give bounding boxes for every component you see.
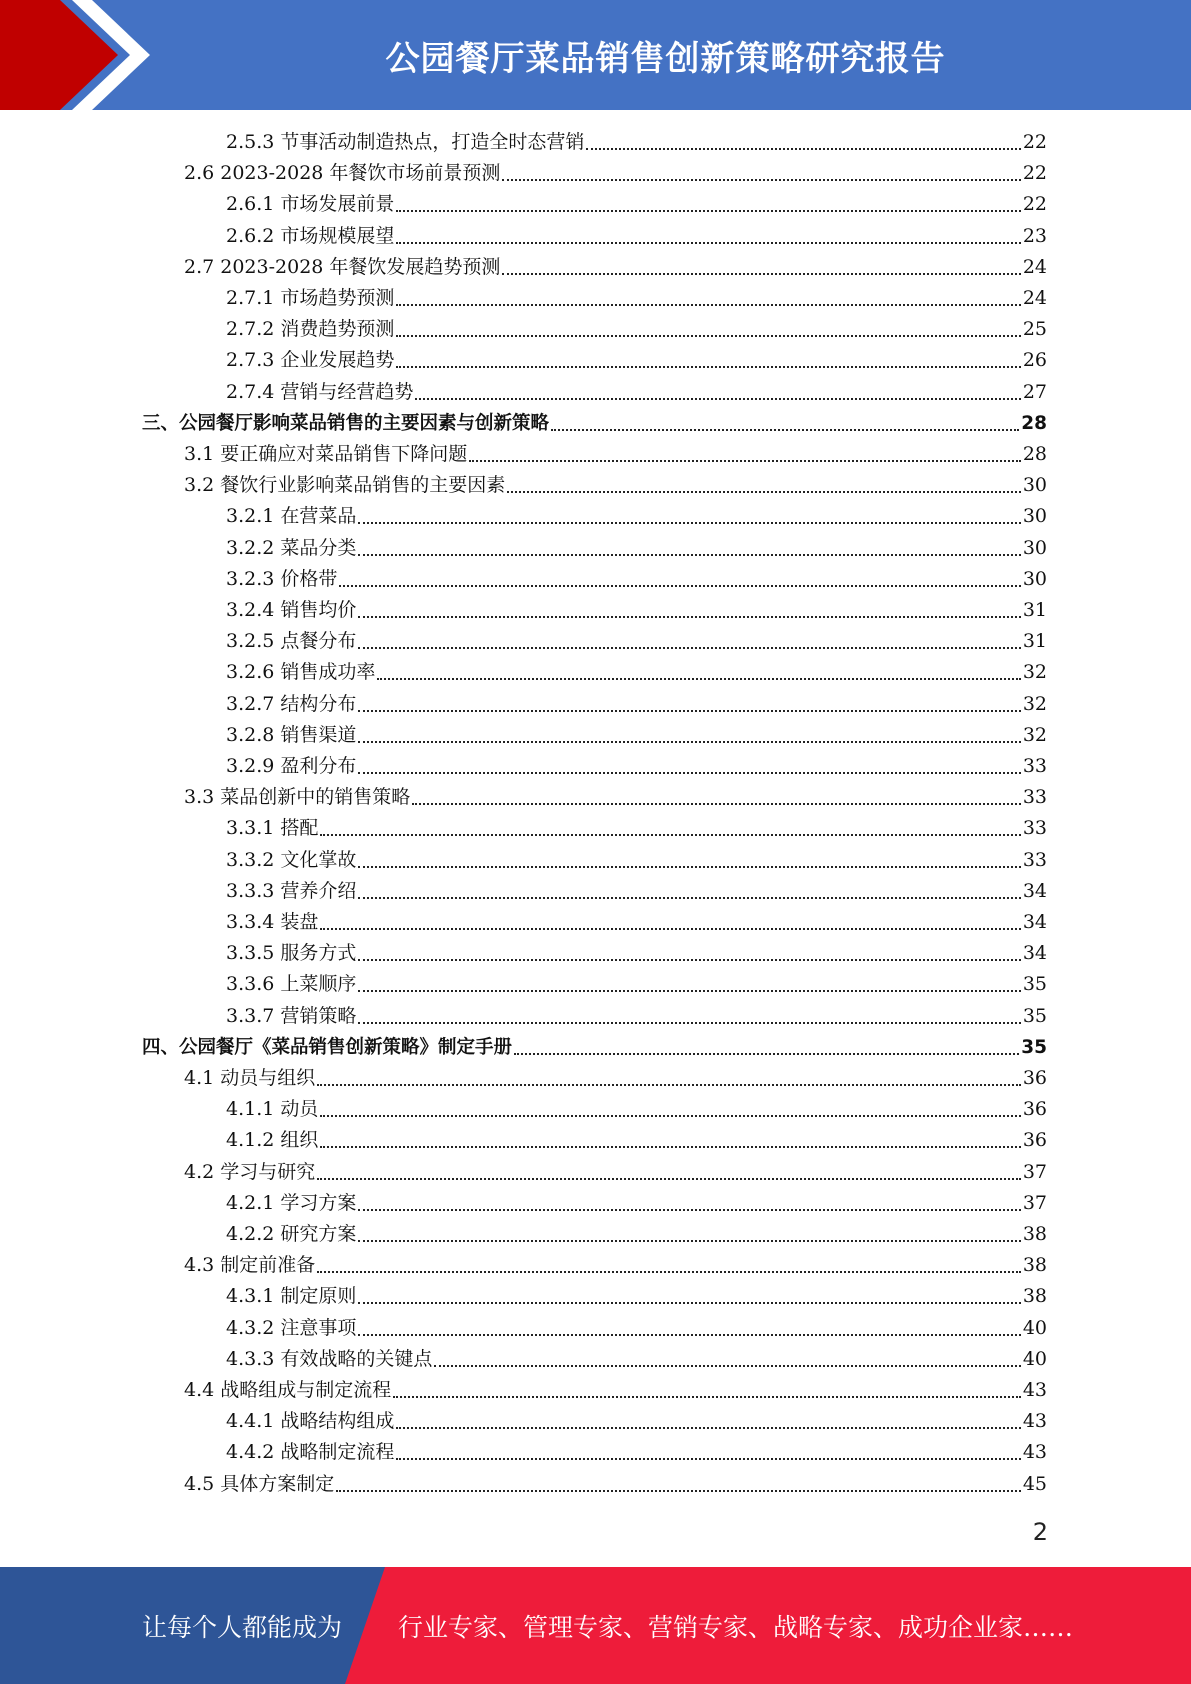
toc-dot-leader — [396, 303, 1020, 306]
toc-entry-title: 4.3.1 制定原则 — [226, 1285, 357, 1308]
toc-entry[interactable] — [226, 189, 1047, 220]
toc-dot-leader — [358, 865, 1020, 868]
toc-entry-title: 4.2.2 研究方案 — [226, 1223, 357, 1245]
toc-entry-page: 31 — [1022, 630, 1047, 653]
toc-dot-leader — [396, 241, 1020, 244]
toc-dot-leader — [320, 1114, 1020, 1117]
toc-entry-page: 35 — [1022, 1004, 1047, 1027]
toc-entry[interactable] — [226, 595, 1047, 626]
toc-dot-leader — [358, 740, 1020, 743]
toc-entry[interactable] — [226, 377, 1047, 408]
toc-entry[interactable] — [226, 501, 1047, 532]
toc-dot-leader — [358, 896, 1020, 899]
toc-dot-leader — [514, 1052, 1019, 1055]
toc-dot-leader — [336, 1489, 1021, 1492]
toc-entry[interactable] — [184, 158, 1047, 189]
toc-entry[interactable] — [226, 1281, 1047, 1312]
toc-entry-title: 4.2 学习与研究 — [184, 1160, 316, 1183]
toc-entry-title: 2.7.4 营销与经营趋势 — [226, 380, 414, 403]
toc-entry[interactable] — [142, 1032, 1047, 1063]
toc-entry[interactable] — [184, 1250, 1047, 1281]
toc-dot-leader — [358, 771, 1020, 774]
toc-dot-leader — [317, 1270, 1021, 1273]
toc-entry-page: 28 — [1022, 443, 1047, 465]
toc-entry-title: 4.1.1 动员 — [226, 1098, 319, 1121]
toc-dot-leader — [396, 365, 1020, 368]
toc-entry-page: 43 — [1022, 1410, 1047, 1433]
toc-dot-leader — [320, 927, 1020, 930]
toc-entry-title: 3.2.7 结构分布 — [226, 692, 357, 715]
toc-entry-page: 22 — [1022, 193, 1047, 216]
toc-entry[interactable] — [184, 782, 1047, 813]
toc-entry[interactable] — [226, 751, 1047, 782]
toc-entry[interactable] — [226, 1188, 1047, 1219]
footer-slogan-right: 行业专家、管理专家、营销专家、战略专家、成功企业家…… — [398, 1612, 1074, 1642]
toc-dot-leader — [358, 958, 1020, 961]
toc-entry[interactable] — [226, 533, 1047, 564]
toc-entry-title: 3.3.3 营养介绍 — [226, 879, 357, 902]
toc-entry-title: 4.3.3 有效战略的关键点 — [226, 1347, 433, 1370]
toc-entry-page: 30 — [1022, 536, 1047, 559]
report-title: 公园餐厅菜品销售创新策略研究报告 — [385, 38, 946, 79]
toc-dot-leader — [358, 1208, 1020, 1211]
toc-entry[interactable] — [226, 314, 1047, 345]
toc-entry[interactable] — [226, 127, 1047, 158]
toc-dot-leader — [502, 178, 1020, 181]
toc-entry-title: 4.3.2 注意事项 — [226, 1316, 357, 1339]
toc-entry-page: 40 — [1022, 1347, 1047, 1370]
toc-entry-title: 2.7.3 企业发展趋势 — [226, 349, 395, 372]
toc-dot-leader — [377, 677, 1020, 680]
toc-entry-page: 40 — [1022, 1316, 1047, 1339]
toc-entry-title: 3.3.7 营销策略 — [226, 1004, 357, 1027]
toc-dot-leader — [358, 1021, 1020, 1024]
toc-entry[interactable] — [226, 689, 1047, 720]
toc-entry-title: 4.3 制定前准备 — [184, 1254, 316, 1277]
page-footer — [0, 1567, 1191, 1684]
toc-entry[interactable] — [184, 1469, 1047, 1500]
page-number: 2 — [1032, 1518, 1048, 1546]
toc-entry-page: 35 — [1022, 973, 1047, 996]
toc-entry[interactable] — [226, 1437, 1047, 1468]
toc-dot-leader — [320, 833, 1020, 836]
toc-dot-leader — [358, 615, 1020, 618]
toc-entry[interactable] — [226, 1219, 1047, 1250]
toc-entry[interactable] — [226, 564, 1047, 595]
toc-dot-leader — [339, 584, 1020, 587]
toc-entry-page: 38 — [1022, 1254, 1047, 1277]
toc-entry-page: 33 — [1022, 755, 1047, 777]
toc-entry-title: 三、公园餐厅影响菜品销售的主要因素与创新策略 — [142, 412, 550, 434]
toc-entry-page: 24 — [1022, 255, 1047, 278]
toc-entry-page: 34 — [1022, 911, 1047, 933]
toc-entry[interactable] — [226, 626, 1047, 657]
toc-dot-leader — [396, 209, 1020, 212]
toc-entry-page: 23 — [1022, 224, 1047, 247]
toc-entry-title: 四、公园餐厅《菜品销售创新策略》制定手册 — [142, 1036, 513, 1058]
toc-entry-title: 3.2 餐饮行业影响菜品销售的主要因素 — [184, 474, 506, 497]
toc-dot-leader — [320, 1145, 1020, 1148]
toc-entry-page: 43 — [1022, 1441, 1047, 1464]
toc-entry-title: 2.6.2 市场规模展望 — [226, 224, 395, 247]
toc-entry[interactable] — [226, 283, 1047, 314]
toc-entry-title: 4.2.1 学习方案 — [226, 1191, 357, 1214]
toc-entry[interactable] — [184, 470, 1047, 501]
toc-entry-page: 31 — [1022, 599, 1047, 621]
toc-dot-leader — [358, 989, 1020, 992]
toc-entry-page: 43 — [1022, 1379, 1047, 1401]
toc-entry-page: 37 — [1022, 1160, 1047, 1183]
toc-entry-title: 4.5 具体方案制定 — [184, 1472, 335, 1495]
toc-dot-leader — [586, 147, 1020, 150]
toc-entry-title: 2.7.1 市场趋势预测 — [226, 287, 395, 309]
toc-entry[interactable] — [226, 1406, 1047, 1437]
toc-entry-page: 38 — [1022, 1223, 1047, 1245]
toc-entry-page: 33 — [1022, 786, 1047, 809]
toc-entry-title: 4.1 动员与组织 — [184, 1067, 316, 1089]
toc-dot-leader — [317, 1177, 1021, 1180]
toc-dot-leader — [358, 1239, 1020, 1242]
toc-dot-leader — [502, 272, 1020, 275]
footer-slogan-left: 让每个人都能成为 — [142, 1612, 343, 1642]
toc-entry-page: 33 — [1022, 817, 1047, 840]
toc-entry[interactable] — [184, 439, 1047, 470]
toc-entry[interactable] — [226, 720, 1047, 751]
page-header — [0, 0, 1191, 110]
toc-entry-page: 24 — [1022, 287, 1047, 309]
toc-entry-title: 3.3.5 服务方式 — [226, 942, 357, 965]
toc-entry-page: 36 — [1022, 1098, 1047, 1121]
toc-entry-title: 3.2.3 价格带 — [226, 567, 338, 590]
toc-dot-leader — [434, 1364, 1020, 1367]
toc-entry[interactable] — [226, 657, 1047, 688]
toc-entry-title: 3.3 菜品创新中的销售策略 — [184, 786, 411, 809]
toc-dot-leader — [469, 459, 1021, 462]
toc-entry-title: 2.5.3 节事活动制造热点，打造全时态营销 — [226, 131, 585, 153]
toc-entry-title: 3.3.4 装盘 — [226, 911, 319, 933]
toc-entry-title: 3.2.6 销售成功率 — [226, 661, 376, 684]
toc-entry-title: 3.2.2 菜品分类 — [226, 536, 357, 559]
toc-dot-leader — [396, 1457, 1020, 1460]
toc-entry-title: 4.4.1 战略结构组成 — [226, 1410, 395, 1433]
toc-entry-page: 26 — [1022, 349, 1047, 372]
toc-dot-leader — [396, 1426, 1020, 1429]
toc-dot-leader — [358, 646, 1020, 649]
toc-entry-page: 22 — [1022, 131, 1047, 153]
toc-entry-page: 36 — [1022, 1129, 1047, 1152]
toc-entry-page: 33 — [1022, 848, 1047, 871]
toc-entry[interactable] — [226, 876, 1047, 907]
toc-entry-title: 3.3.6 上菜顺序 — [226, 973, 357, 996]
toc-dot-leader — [358, 1301, 1020, 1304]
toc-entry-page: 27 — [1022, 380, 1047, 403]
toc-entry[interactable] — [226, 1125, 1047, 1156]
toc-entry-title: 3.2.9 盈利分布 — [226, 755, 357, 777]
toc-entry-page: 37 — [1022, 1191, 1047, 1214]
toc-entry[interactable] — [226, 938, 1047, 969]
toc-entry-title: 2.6.1 市场发展前景 — [226, 193, 395, 216]
toc-entry[interactable] — [226, 1344, 1047, 1375]
toc-entry-page: 45 — [1022, 1472, 1047, 1495]
toc-entry-title: 3.2.8 销售渠道 — [226, 723, 357, 746]
toc-dot-leader — [317, 1083, 1021, 1086]
toc-entry[interactable] — [184, 1157, 1047, 1188]
toc-dot-leader — [358, 521, 1020, 524]
toc-dot-leader — [412, 802, 1021, 805]
toc-entry-page: 36 — [1022, 1067, 1047, 1089]
toc-entry-page: 34 — [1022, 942, 1047, 965]
toc-entry-title: 3.2.1 在营菜品 — [226, 505, 357, 528]
toc-entry[interactable] — [226, 813, 1047, 844]
toc-entry-title: 3.2.4 销售均价 — [226, 599, 357, 621]
toc-entry-title: 3.2.5 点餐分布 — [226, 630, 357, 653]
toc-entry[interactable] — [226, 1001, 1047, 1032]
toc-entry-page: 32 — [1022, 661, 1047, 684]
toc-entry[interactable] — [226, 345, 1047, 376]
toc-entry[interactable] — [226, 1313, 1047, 1344]
toc-entry-page: 38 — [1022, 1285, 1047, 1308]
toc-entry[interactable] — [226, 1094, 1047, 1125]
toc-entry[interactable] — [226, 845, 1047, 876]
toc-entry[interactable] — [142, 408, 1047, 439]
toc-entry-page: 30 — [1022, 567, 1047, 590]
toc-entry[interactable] — [184, 1063, 1047, 1094]
toc-entry-page: 32 — [1022, 692, 1047, 715]
toc-dot-leader — [415, 397, 1020, 400]
toc-dot-leader — [393, 1395, 1021, 1398]
toc-dot-leader — [358, 553, 1020, 556]
toc-dot-leader — [358, 1333, 1020, 1336]
toc-entry-page: 30 — [1022, 474, 1047, 497]
toc-entry-title: 3.1 要正确应对菜品销售下降问题 — [184, 443, 468, 465]
toc-entry-page: 32 — [1022, 723, 1047, 746]
toc-dot-leader — [396, 334, 1020, 337]
toc-entry[interactable] — [226, 221, 1047, 252]
toc-entry-title: 4.4 战略组成与制定流程 — [184, 1379, 392, 1401]
toc-entry-page: 25 — [1022, 318, 1047, 341]
toc-dot-leader — [551, 428, 1019, 431]
toc-entry[interactable] — [226, 969, 1047, 1000]
toc-entry-title: 2.7 2023-2028 年餐饮发展趋势预测 — [184, 255, 501, 278]
toc-dot-leader — [358, 709, 1020, 712]
toc-entry-title: 4.1.2 组织 — [226, 1129, 319, 1152]
toc-dot-leader — [507, 490, 1021, 493]
toc-entry-title: 4.4.2 战略制定流程 — [226, 1441, 395, 1464]
toc-entry[interactable] — [184, 252, 1047, 283]
toc-entry-page: 22 — [1022, 162, 1047, 185]
toc-entry-page: 34 — [1022, 879, 1047, 902]
toc-entry-title: 2.6 2023-2028 年餐饮市场前景预测 — [184, 162, 501, 185]
toc-entry-page: 35 — [1021, 1036, 1047, 1058]
toc-entry[interactable] — [226, 907, 1047, 938]
toc-entry-title: 2.7.2 消费趋势预测 — [226, 318, 395, 341]
toc-entry-page: 28 — [1021, 412, 1047, 434]
toc-entry-title: 3.3.2 文化掌故 — [226, 848, 357, 871]
toc-entry-page: 30 — [1022, 505, 1047, 528]
toc-entry[interactable] — [184, 1375, 1047, 1406]
toc-entry-title: 3.3.1 搭配 — [226, 817, 319, 840]
